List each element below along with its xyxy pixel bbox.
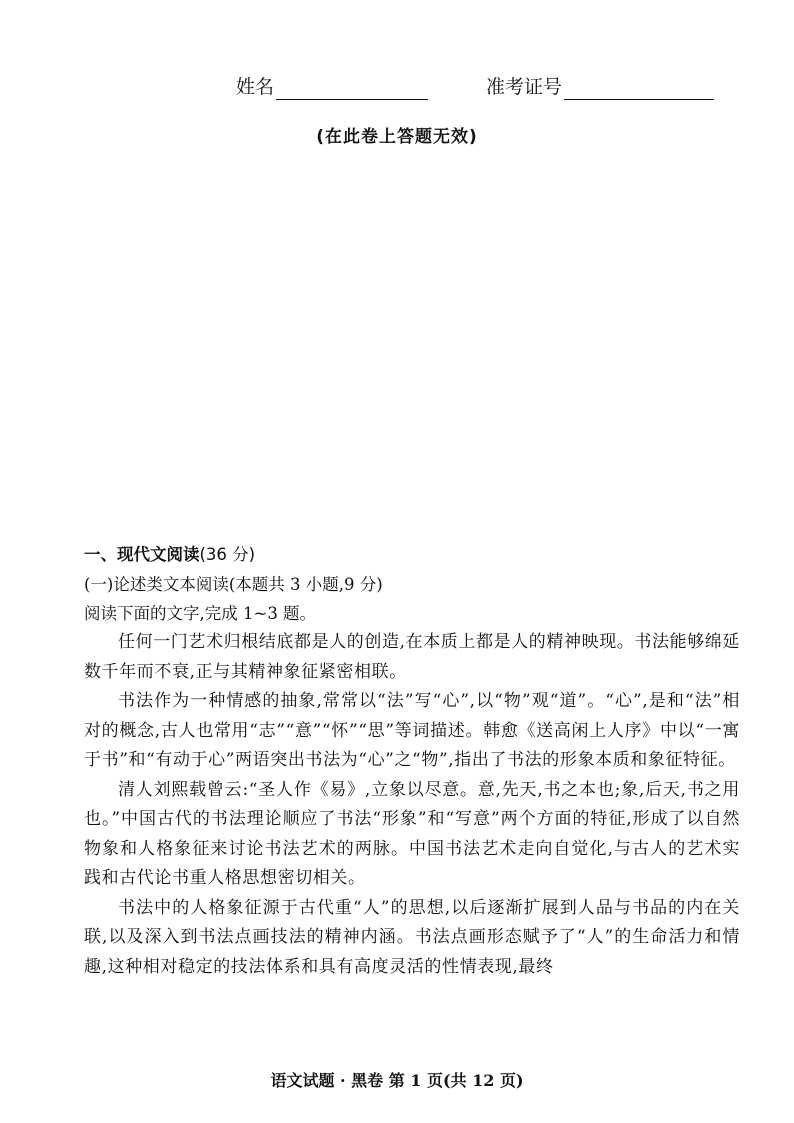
exam-id-field[interactable]: [486, 74, 714, 100]
paragraph-1: 任何一门艺术归根结底都是人的创造,在本质上都是人的精神映现。书法能够绵延数千年而不衰,正与其精神象征紧密相联。: [84, 632, 741, 682]
paragraph-2: 书法作为一种情感的抽象,常常以“法”写“心”,以“物”观“道”。“心”,是和“法”相对的概念,古人也常用“志”“意”“怀”“思”等词描述。韩愈《送高闲上人序》中以“一寓于书”和“有动于心”两语突出书法为“心”之“物”,指出了书法的形象本质和象征特征。: [84, 691, 740, 770]
subsection-title: (一)论述类文本阅读(本题共 3 小题,9 分): [84, 575, 383, 594]
name-label: 姓名: [236, 76, 275, 98]
section-title-text: 一、现代文阅读: [84, 545, 200, 564]
name-blank-line[interactable]: [276, 77, 428, 100]
paragraph-4: 书法中的人格象征源于古代重“人”的思想,以后逐渐扩展到人品与书品的内在关联,以及深入到书法点画技法的精神内涵。书法点画形态赋予了“人”的生命活力和情趣,这种相对稳定的技法体系和具有高度灵活的性情表现,最终: [84, 897, 740, 977]
invalid-answer-note: (在此卷上答题无效): [316, 127, 478, 147]
exam-id-blank-line[interactable]: [564, 77, 714, 100]
reading-instruction: 阅读下面的文字,完成 1~3 题。: [84, 604, 317, 623]
candidate-info-line: [0, 74, 794, 104]
reading-section: [84, 540, 740, 982]
section-title: [84, 540, 740, 570]
page-footer: 语文试题 · 黑卷 第 1 页(共 12 页): [270, 1071, 524, 1090]
paragraph-3: 清人刘熙载曾云:“圣人作《易》,立象以尽意。意,先天,书之本也;象,后天,书之用也。”中国古代的书法理论顺应了书法“形象”和“写意”两个方面的特征,形成了以自然物象和人格象征来讨论书法艺术的两脉。中国书法艺术走向自觉化,与古人的艺术实践和古代论书重人格思想密切相关。: [84, 779, 740, 888]
section-points: (36 分): [199, 545, 256, 564]
name-field[interactable]: [236, 74, 428, 100]
exam-id-label: 准考证号: [486, 76, 563, 98]
